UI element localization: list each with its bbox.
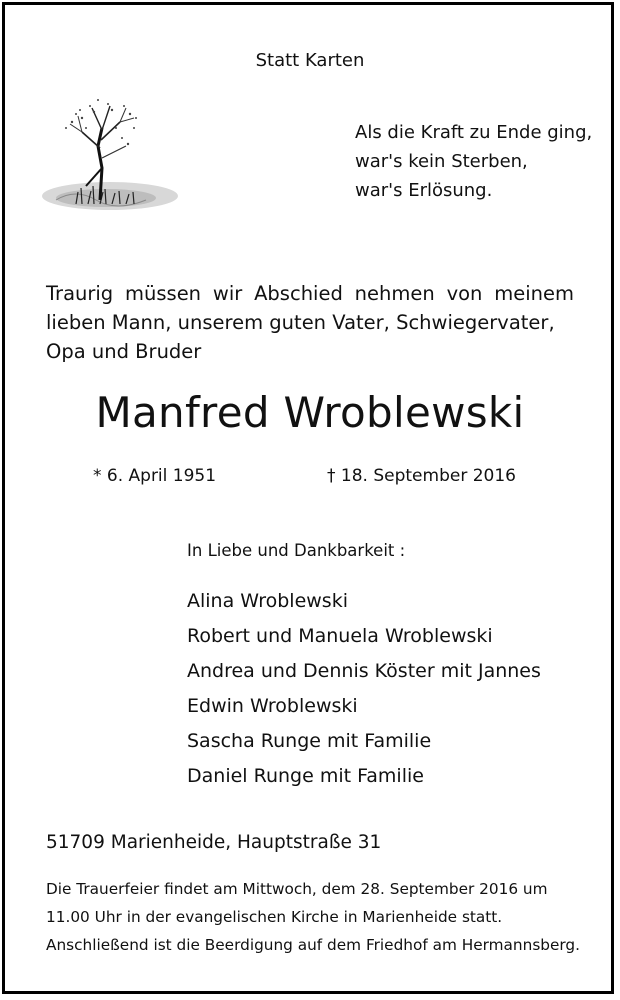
tree-illustration xyxy=(36,88,184,218)
family-member: Sascha Runge mit Familie xyxy=(187,730,432,752)
motto-line: war's kein Sterben, xyxy=(355,151,528,172)
intro-line: Opa und Bruder xyxy=(46,340,202,363)
family-list xyxy=(187,584,541,794)
motto-line: Als die Kraft zu Ende ging, xyxy=(355,122,593,143)
motto-verse xyxy=(355,118,592,205)
header-text: Statt Karten xyxy=(255,50,365,71)
intro-line: lieben Mann, unserem guten Vater, Schwiegervater, xyxy=(46,311,555,334)
family-member: Edwin Wroblewski xyxy=(187,695,358,717)
birth-date: * 6. April 1951 xyxy=(93,466,217,486)
love-line: In Liebe und Dankbarkeit : xyxy=(187,541,406,560)
intro-text xyxy=(46,279,574,366)
deceased-name: Manfred Wroblewski xyxy=(95,388,525,437)
family-member: Alina Wroblewski xyxy=(187,590,348,612)
family-member: Robert und Manuela Wroblewski xyxy=(187,625,493,647)
intro-line: Traurig müssen wir Abschied nehmen von meinem xyxy=(46,282,574,305)
note-line: Anschließend ist die Beerdigung auf dem Friedhof am Hermannsberg. xyxy=(46,936,581,954)
motto-line: war's Erlösung. xyxy=(355,180,493,201)
address: 51709 Marienheide, Hauptstraße 31 xyxy=(46,832,382,853)
note-line: Die Trauerfeier findet am Mittwoch, dem 28. September 2016 um xyxy=(46,880,548,898)
death-date: † 18. September 2016 xyxy=(327,466,516,486)
funeral-note xyxy=(46,875,586,959)
note-line: 11.00 Uhr in der evangelischen Kirche in Marienheide statt. xyxy=(46,908,503,926)
family-member: Andrea und Dennis Köster mit Jannes xyxy=(187,660,541,682)
family-member: Daniel Runge mit Familie xyxy=(187,765,424,787)
